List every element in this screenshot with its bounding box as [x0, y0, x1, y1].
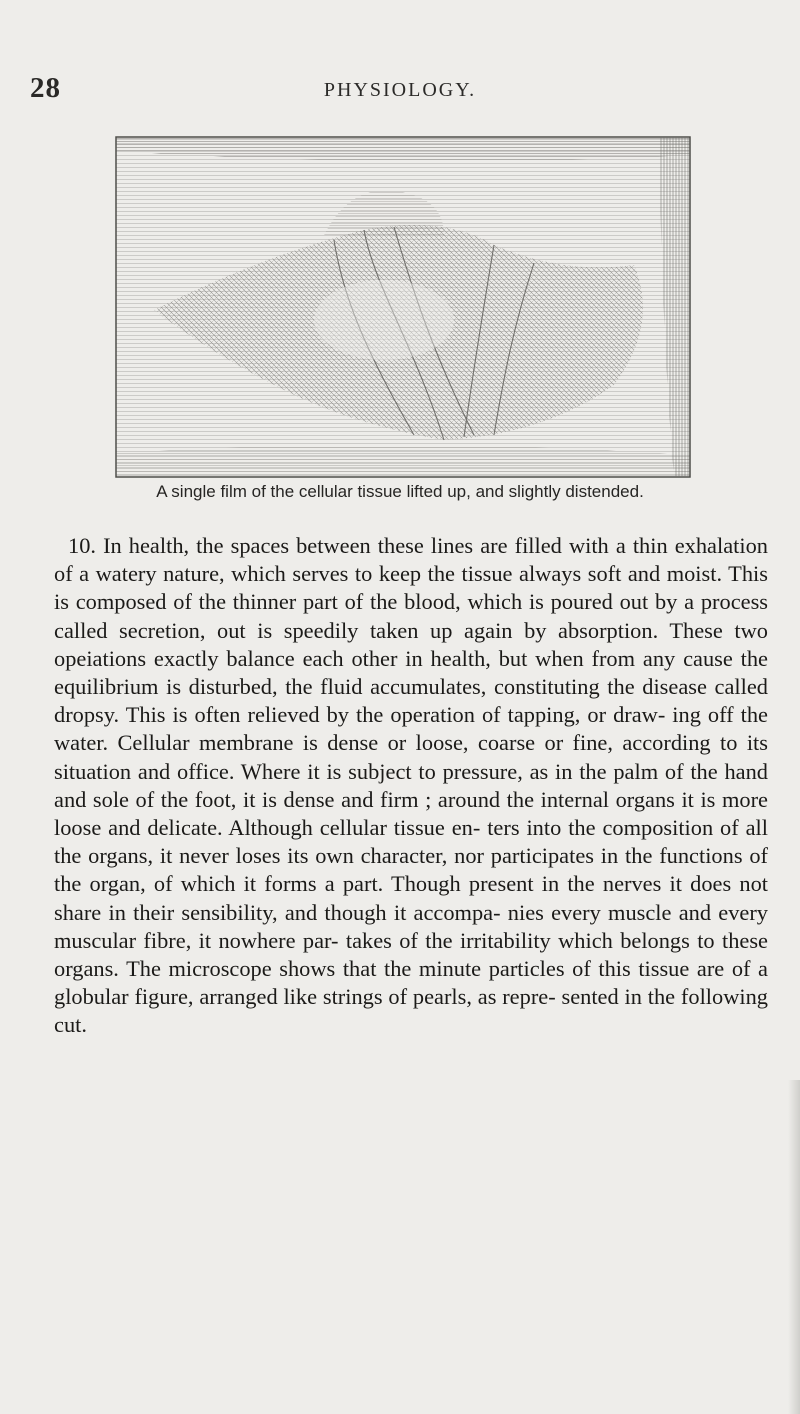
paragraph-text: In health, the spaces between these lines are filled with a thin exhalation of a watery nature, which serves to keep the tissue always soft and moist. This is composed of the thinner part of the blood, which is poured out by a process called secretion, out is speedily taken up again by absorption. These two opeiations exactly balance each other in health, but when from any cause the equilibrium is disturbed, the fluid accumulates, constituting the disease called dropsy. This is often relieved by the operation of tapping, or draw- ing off the water. Cellular membrane is dense or loose, coarse or fine, according to its situation and office. Where it is subject to pressure, as in the palm of the hand and sole of the foot, it is dense and firm ; around the internal organs it is more loose and delicate. Although cellular tissue en- ters into the composition of all the organs, it never loses its own character, nor participates in the functions of the organ, of which it forms a part. Though present in the nerves it does not share in their sensibility, and though it accompa- nies every muscle and every muscular fibre, it nowhere par- takes of the irritability which belongs to these organs. The microscope shows that the minute particles of this tissue are of a globular figure, arranged like strings of pearls, as repre- sented in the following cut.	[54, 533, 768, 1038]
page-edge-shadow	[788, 1080, 800, 1414]
engraving-svg	[114, 135, 694, 480]
cellular-tissue-illustration	[114, 135, 694, 480]
paragraph-number: 10.	[68, 533, 96, 558]
figure-caption: A single film of the cellular tissue lifted up, and slightly distended.	[156, 482, 644, 501]
running-head: PHYSIOLOGY.	[323, 79, 477, 101]
light-center	[314, 280, 454, 360]
paragraph-10	[54, 532, 768, 1040]
page-number: 28	[30, 72, 61, 104]
page-header	[0, 72, 800, 106]
